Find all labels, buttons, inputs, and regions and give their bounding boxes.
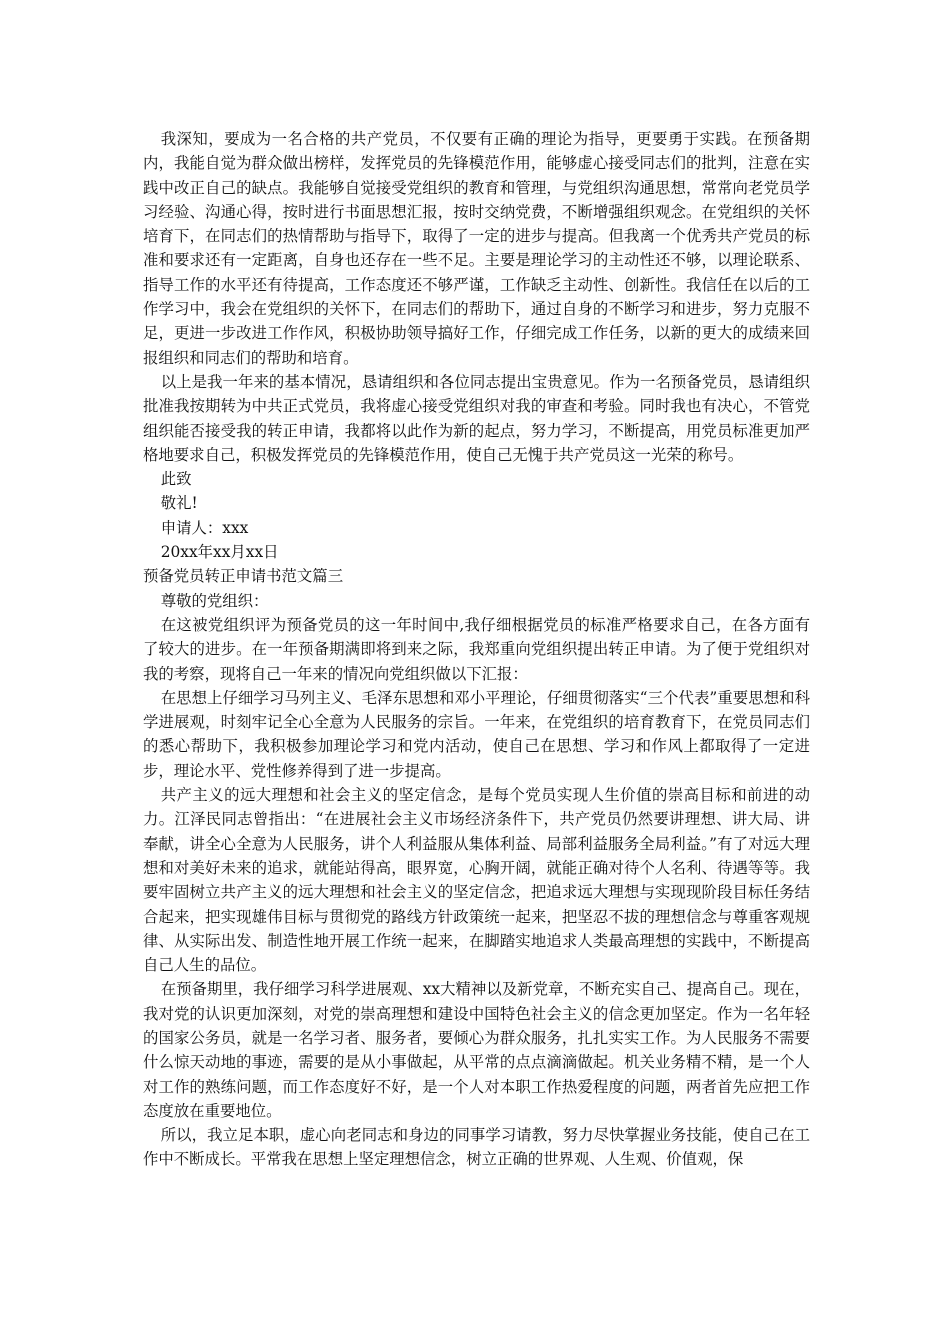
paragraph-request: 以上是我一年来的基本情况，恳请组织和各位同志提出宝贵意见。作为一名预备党员，恳请组织批准我按期转为中共正式党员，我将虚心接受党组织对我的审查和考验。同时我也有决心，不管党组织能否接受我的转正申请，我都将以此作为新的起点，努力学习，不断提高，用党员标准更加严格地要求自己，积极发挥党员的先锋模范作用，使自己无愧于共产党员这一光荣的称号。 [143,372,810,464]
paragraph-ideology: 在思想上仔细学习马列主义、毛泽东思想和邓小平理论，仔细贯彻落实“三个代表”重要思想和科学进展观，时刻牢记全心全意为人民服务的宗旨。一年来，在党组织的培育教育下，在党员同志们的悉心帮助下，我积极参加理论学习和党内活动，使自己在思想、学习和作风上都取得了一定进步，理论水平、党性修养得到了进一步提高。 [143,688,810,780]
closing-regards: 敬礼! [160,494,198,513]
applicant-name: 申请人：xxx [160,518,249,537]
paragraph-work: 所以，我立足本职，虚心向老同志和身边的同事学习请教，努力尽快掌握业务技能，使自己在工作中不断成长。平常我在思想上坚定理想信念，树立正确的世界观、人生观、价值观，保 [143,1126,810,1169]
closing-salutation: 此致 [160,470,192,489]
paragraph-intro: 在这被党组织评为预备党员的这一年时间中,我仔细根据党员的标准严格要求自己，在各方面有了较大的进步。在一年预备期满即将到来之际，我郑重向党组织提出转正申请。为了便于党组织对我的考察，现将自己一年来的情况向党组织做以下汇报： [143,615,810,683]
paragraph-probation-study: 在预备期里，我仔细学习科学进展观、xx大精神以及新党章，不断充实自己、提高自己。现在，我对党的认识更加深刻，对党的崇高理想和建设中国特色社会主义的信念更加坚定。作为一名年轻的国家公务员，就是一名学习者、服务者，要倾心为群众服务，扎扎实实工作。为人民服务不需要什么惊天动地的事迹，需要的是从小事做起，从平常的点点滴滴做起。机关业务精不精，是一个人对工作的熟练问题，而工作态度好不好，是一个人对本职工作热爱程度的问题，两者首先应把工作态度放在重要地位。 [143,980,810,1120]
application-date: 20xx年xx月xx日 [160,543,279,562]
document-page [143,127,810,1172]
greeting: 尊敬的党组织： [160,591,269,610]
paragraph-self-reflection: 我深知，要成为一名合格的共产党员，不仅要有正确的理论为指导，更要勇于实践。在预备期内，我能自觉为群众做出榜样，发挥党员的先锋模范作用，能够虚心接受同志们的批判，注意在实践中改正自己的缺点。我能够自觉接受党组织的教育和管理，与党组织沟通思想，常常向老党员学习经验、沟通心得，按时进行书面思想汇报，按时交纳党费，不断增强组织观念。在党组织的关怀培育下，在同志们的热情帮助与指导下，取得了一定的进步与提高。但我离一个优秀共产党员的标准和要求还有一定距离，自身也还存在一些不足。主要是理论学习的主动性还不够，以理论联系、指导工作的水平还有待提高，工作态度还不够严谨，工作缺乏主动性、创新性。我信任在以后的工作学习中，我会在党组织的关怀下，在同志们的帮助下，通过自身的不断学习和进步，努力克服不足，更进一步改进工作作风，积极协助领导搞好工作，仔细完成工作任务，以新的更大的成绩来回报组织和同志们的帮助和培育。 [143,130,810,367]
paragraph-ideals: 共产主义的远大理想和社会主义的坚定信念，是每个党员实现人生价值的崇高目标和前进的动力。江泽民同志曾指出：“在进展社会主义市场经济条件下，共产党员仍然要讲理想、讲大局、讲奉献，讲全心全意为人民服务，讲个人利益服从集体利益、局部利益服务全局利益。”有了对远大理想和对美好未来的追求，就能站得高，眼界宽，心胸开阔，就能正确对待个人名利、待遇等等。我要牢固树立共产主义的远大理想和社会主义的坚定信念，把追求远大理想与实现现阶段目标任务结合起来，把实现雄伟目标与贯彻党的路线方针政策统一起来，把坚忍不拔的理想信念与尊重客观规律、从实际出发、制造性地开展工作统一起来，在脚踏实地追求人类最高理想的实践中，不断提高自己人生的品位。 [143,786,810,975]
section-title: 预备党员转正申请书范文篇三 [143,567,344,586]
